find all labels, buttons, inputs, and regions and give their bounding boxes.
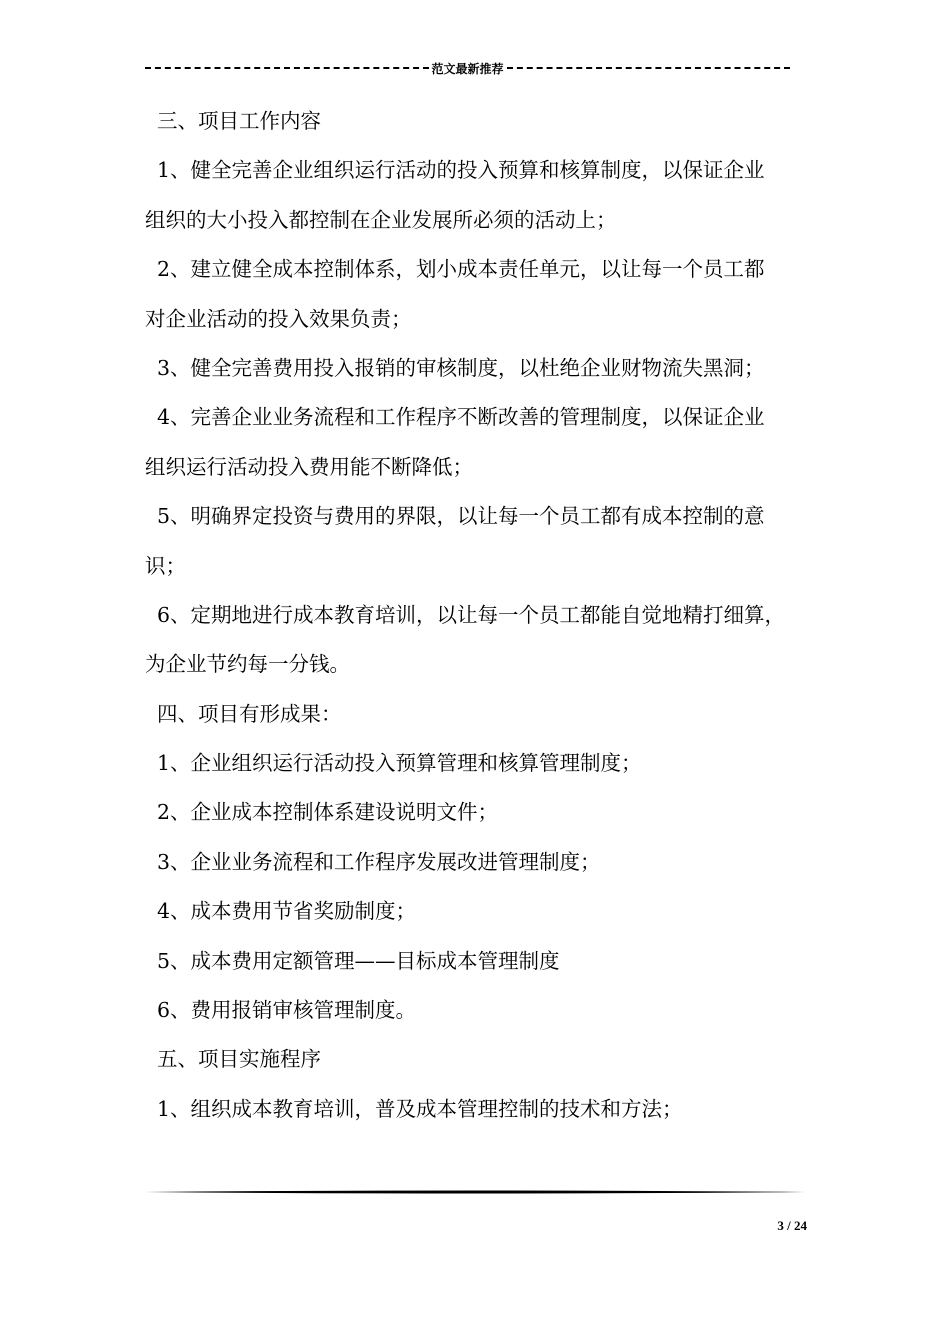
text-line: 2、建立健全成本控制体系，划小成本责任单元，以让每一个员工都 <box>157 257 765 282</box>
text-line: 对企业活动的投入效果负责； <box>145 306 412 331</box>
text-line: 三、项目工作内容 <box>157 109 321 133</box>
page-header <box>145 58 790 78</box>
text-line: 1、企业组织运行活动投入预算管理和核算管理制度； <box>157 751 642 776</box>
text-line: 识； <box>145 553 186 578</box>
text-line: 6、定期地进行成本教育培训，以让每一个员工都能自觉地精打细算， <box>157 602 786 627</box>
text-line: 1、健全完善企业组织运行活动的投入预算和核算制度，以保证企业 <box>157 158 765 183</box>
text-line: 组织运行活动投入费用能不断降低； <box>145 454 473 479</box>
text-line: 6、费用报销审核管理制度。 <box>157 998 417 1023</box>
text-line: 为企业节约每一分钱。 <box>145 652 350 677</box>
text-line: 4、完善企业业务流程和工作程序不断改善的管理制度，以保证企业 <box>157 405 765 430</box>
text-line: 5、成本费用定额管理——目标成本管理制度 <box>157 948 560 973</box>
text-line: 5、明确界定投资与费用的界限，以让每一个员工都有成本控制的意 <box>157 504 765 529</box>
text-line: 4、成本费用节省奖励制度； <box>157 899 417 924</box>
footer-rule <box>145 1190 805 1194</box>
text-line: 四、项目有形成果： <box>157 701 342 726</box>
document-body <box>145 97 810 1134</box>
header-dash-right <box>507 67 791 69</box>
text-line: 2、企业成本控制体系建设说明文件； <box>157 800 499 825</box>
header-title: 范文最新推荐 <box>431 61 504 76</box>
page-number: 3 / 24 <box>777 1218 807 1233</box>
header-dash-left <box>145 67 429 69</box>
text-line: 1、组织成本教育培训，普及成本管理控制的技术和方法； <box>157 1096 683 1121</box>
text-line: 五、项目实施程序 <box>157 1047 321 1072</box>
text-line: 3、健全完善费用投入报销的审核制度，以杜绝企业财物流失黑洞； <box>157 355 765 380</box>
text-line: 3、企业业务流程和工作程序发展改进管理制度； <box>157 849 601 874</box>
text-line: 组织的大小投入都控制在企业发展所必须的活动上； <box>145 207 617 232</box>
